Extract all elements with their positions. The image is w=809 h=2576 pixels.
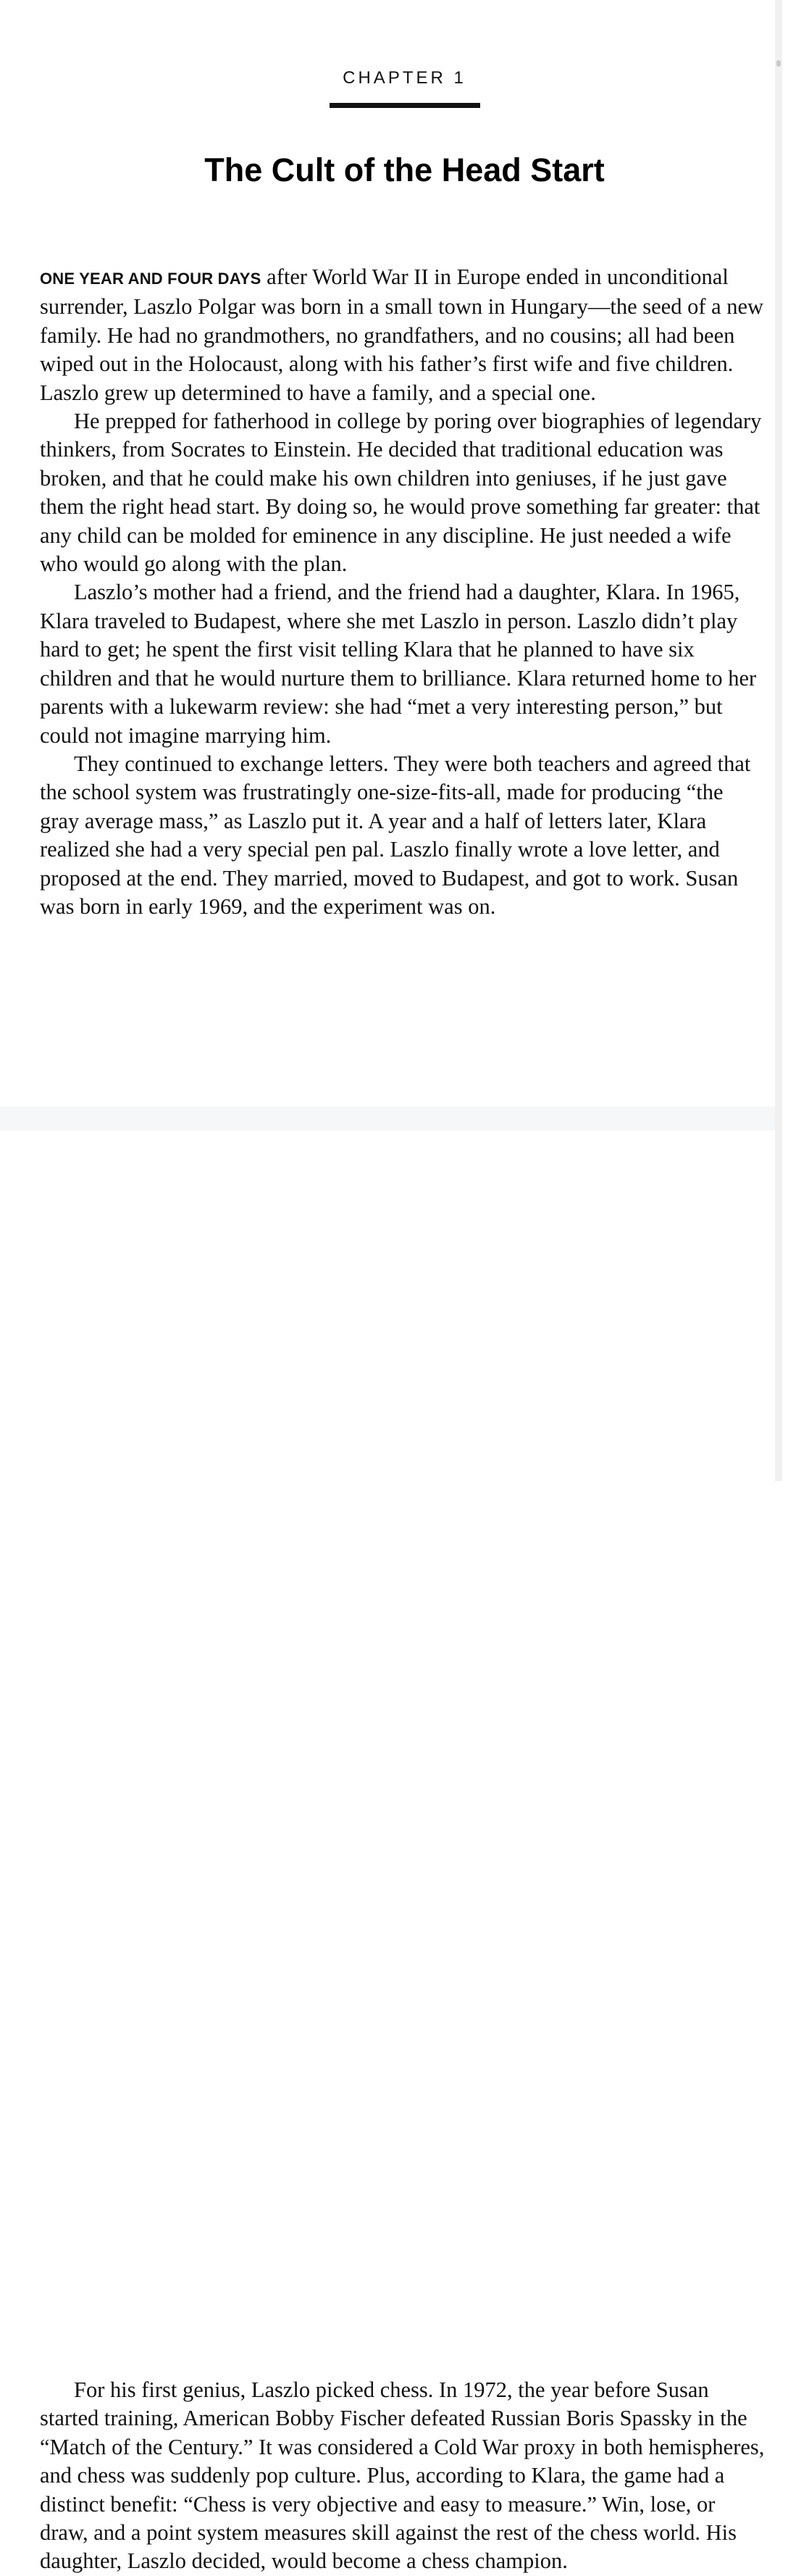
paragraph-4: They continued to exchange letters. They were both teachers and agreed that the school system was frustratingly one-size-fits-all, made for producing “the gray average mass,” as Laszlo put it. A year and a half of letters later, Klara realized she had a very special pen pal. Laszlo finally wrote a love letter, and proposed at the end. They married, moved to Budapest, and got to work. Susan was born in early 1969, and the experiment was on. [40, 751, 751, 919]
vertical-scrollbar[interactable] [775, 0, 782, 1481]
paragraph-2: He prepped for fatherhood in college by poring over biographies of legendary thinkers, from Socrates to Einstein. He decided that traditional education was broken, and that he could make his own children into geniuses, if he just gave them the right head start. By doing so, he would prove something far greater: that any child can be molded for eminence in any discipline. He just needed a wife who would go along with the plan. [40, 409, 762, 577]
lead-in-small-caps: ONE YEAR AND FOUR DAYS [40, 270, 261, 288]
book-page-2 [0, 1130, 775, 2574]
chapter-divider-rule [330, 103, 480, 108]
page-separator [0, 1106, 775, 1130]
chapter-label: CHAPTER 1 [343, 68, 466, 88]
paragraph-3: Laszlo’s mother had a friend, and the friend had a daughter, Klara. In 1965, Klara traveled to Budapest, where she met Laszlo in person. Laszlo didn’t play hard to get; he spent the first visit telling Klara that he planned to have six children and that he would nurture them to brilliance. Klara returned home to her parents with a lukewarm review: she had “met a very interesting person,” but could not imagine marrying him. [40, 580, 757, 748]
chapter-title: The Cult of the Head Start [204, 151, 605, 188]
paragraph-5: For his first genius, Laszlo picked chess. In 1972, the year before Susan started training, American Bobby Fischer defeated Russian Boris Spassky in the “Match of the Century.” It was considered a Cold War proxy in both hemispheres, and chess was suddenly pop culture. Plus, according to Klara, the game had a distinct benefit: “Chess is very objective and easy to measure.” Win, lose, or draw, and a point system measures skill against the rest of the chess world. His daughter, Laszlo decided, would become a chess champion. [40, 2377, 765, 2574]
paragraph-1-text: after World War II in Europe ended in unconditional surrender, Laszlo Polgar was born in a small town in Hungary—the seed of a new family. He had no grandmothers, no grandfathers, and no cousins; all had been wiped out in the Holocaust, along with his father’s first wife and five children. Laszlo grew up determined to have a family, and a special one. [40, 264, 764, 405]
book-page-1 [0, 0, 775, 1106]
paragraph-1 [40, 263, 768, 407]
scrollbar-thumb[interactable] [776, 60, 781, 67]
chapter-body-page-1 [40, 263, 768, 921]
chapter-body-page-2 [40, 2376, 768, 2576]
